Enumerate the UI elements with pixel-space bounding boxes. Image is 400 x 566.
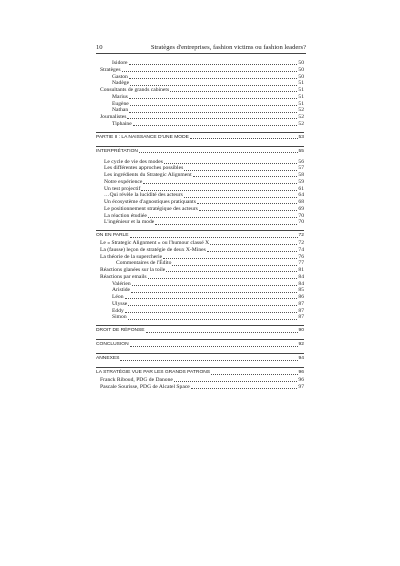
toc-page-number: 52 xyxy=(298,120,304,127)
toc-section-heading xyxy=(96,230,304,240)
toc-entry-title: Nathan xyxy=(112,107,129,114)
toc-entry-title: …Qui révèle la lucidité des acteurs xyxy=(104,192,183,199)
toc-entry-title: Stratèges xyxy=(100,66,121,73)
dot-leader xyxy=(199,210,298,211)
toc-page-number: 85 xyxy=(298,287,304,294)
toc-entry xyxy=(96,240,304,247)
dot-leader xyxy=(127,118,297,119)
toc-entry-title: Pascale Sourisse, PDG de Alcatel Space xyxy=(100,383,190,390)
dot-leader xyxy=(148,217,298,218)
running-title: Stratèges d'entreprises, fashion victims ou fashion leaders? xyxy=(150,44,306,51)
dot-leader xyxy=(170,91,297,92)
dot-leader xyxy=(184,170,297,171)
toc-entry xyxy=(96,121,304,128)
toc-entry xyxy=(96,101,304,108)
dot-leader xyxy=(197,203,298,204)
toc-page-number: 90 xyxy=(298,328,304,333)
dot-leader xyxy=(172,265,297,266)
toc-entry-title: Eugène xyxy=(112,100,129,107)
toc-entry xyxy=(96,377,304,384)
toc-entry xyxy=(96,301,304,308)
toc-page-number: 87 xyxy=(298,300,304,307)
toc-entry-title: La (fausse) leçon de stratégie de deux X-Mines xyxy=(100,246,206,253)
dot-leader xyxy=(184,197,298,198)
dot-leader xyxy=(130,105,298,106)
toc-entry xyxy=(96,107,304,114)
toc-page-number: 96 xyxy=(298,370,304,375)
dot-leader xyxy=(163,258,297,259)
toc-section-heading xyxy=(96,353,304,363)
toc-entry-title: DROIT DE RÉPONSE xyxy=(96,328,145,333)
toc-entry-title: ANNEXES xyxy=(96,356,120,361)
dot-leader xyxy=(139,152,298,153)
toc-entry xyxy=(96,94,304,101)
dot-leader xyxy=(164,163,298,164)
toc-entry xyxy=(96,274,304,281)
toc-entry-title: Un test projectif xyxy=(104,185,141,192)
toc-page-number: 74 xyxy=(298,246,304,253)
toc-entry xyxy=(96,192,304,199)
toc-page-number: 84 xyxy=(298,280,304,287)
toc-page-number: 55 xyxy=(298,148,304,154)
toc-entry xyxy=(96,179,304,186)
toc-entry-title: Gaston xyxy=(112,73,128,80)
toc-entry-title: Franck Riboud, PDG de Danone xyxy=(100,377,173,383)
toc-entry-title: La théorie de la supercherie xyxy=(100,253,163,260)
toc-page-number: 72 xyxy=(298,233,304,238)
toc-entry-title: INTERPRÉTATION xyxy=(96,148,138,154)
toc-page-number: 52 xyxy=(298,107,304,114)
toc-entry-title: Le « Strategic Alignment » ou l'humour classé X xyxy=(100,240,210,246)
toc-entry-title: Valérien xyxy=(112,280,131,287)
toc-entry xyxy=(96,281,304,288)
toc-entry xyxy=(96,165,304,172)
toc-section-heading xyxy=(96,339,304,349)
toc-entry-title: Journalistes xyxy=(100,114,127,120)
toc-entry-title: Commentaires de l'Édito xyxy=(116,260,172,267)
toc-entry-title: La réaction étudiée xyxy=(104,212,147,219)
toc-entry xyxy=(96,287,304,294)
toc-entry-title: Isidore xyxy=(112,60,128,66)
toc-page-number: 96 xyxy=(298,377,304,383)
toc-entry xyxy=(96,67,304,74)
toc-entry xyxy=(96,87,304,94)
dot-leader xyxy=(129,78,298,79)
toc-entry xyxy=(96,186,304,193)
toc-section-heading xyxy=(96,367,304,377)
toc-page-number: 69 xyxy=(298,205,304,212)
table-of-contents xyxy=(96,60,304,391)
toc-entry-title: Le cycle de vie des modes xyxy=(104,158,163,165)
toc-entry-title: Tiphaine xyxy=(112,120,132,127)
dot-leader xyxy=(166,271,297,272)
toc-entry-title: Aristide xyxy=(112,287,131,294)
toc-page-number: 70 xyxy=(298,212,304,219)
toc-entry xyxy=(96,74,304,81)
toc-entry-title: Un écosystème d'agnostiques pratiquants xyxy=(104,199,196,205)
toc-entry-title: Marius xyxy=(112,93,128,100)
toc-entry xyxy=(96,219,304,226)
toc-entry xyxy=(96,80,304,87)
toc-page-number: 70 xyxy=(298,219,304,226)
toc-entry xyxy=(96,267,304,274)
toc-entry xyxy=(96,199,304,206)
toc-page-number: 53 xyxy=(298,134,304,140)
toc-page-number: 68 xyxy=(298,199,304,205)
dot-leader xyxy=(132,285,298,286)
toc-entry xyxy=(96,206,304,213)
toc-entry-title: Ulysse xyxy=(112,300,128,307)
dot-leader xyxy=(143,183,297,184)
dot-leader xyxy=(120,360,297,361)
dot-leader xyxy=(155,224,297,225)
toc-section-heading xyxy=(96,132,304,142)
dot-leader xyxy=(211,374,297,375)
dot-leader xyxy=(129,64,298,65)
dot-leader xyxy=(130,346,298,347)
toc-entry-title: Nadège xyxy=(112,80,130,87)
toc-page-number: 56 xyxy=(298,158,304,165)
toc-entry-title: Notre expérience xyxy=(104,178,143,185)
toc-entry xyxy=(96,314,304,321)
dot-leader xyxy=(191,388,298,389)
toc-page-number: 61 xyxy=(298,185,304,192)
toc-section-heading xyxy=(96,325,304,335)
toc-entry xyxy=(96,247,304,254)
toc-entry xyxy=(96,60,304,67)
dot-leader xyxy=(148,278,298,279)
dot-leader xyxy=(210,244,297,245)
toc-page-number: 76 xyxy=(298,253,304,260)
dot-leader xyxy=(122,71,298,72)
toc-entry xyxy=(96,308,304,315)
toc-entry-title: ON EN PARLE xyxy=(96,233,129,238)
toc-page-number: 57 xyxy=(298,165,304,172)
toc-entry-title: PARTIE II : LA NAISSANCE D'UNE MODE xyxy=(96,134,189,140)
toc-page-number: 59 xyxy=(298,178,304,185)
toc-entry-title: Réactions par emails xyxy=(100,273,147,280)
dot-leader xyxy=(174,381,298,382)
toc-entry xyxy=(96,172,304,179)
toc-page-number: 51 xyxy=(298,100,304,107)
dot-leader xyxy=(141,190,297,191)
toc-entry xyxy=(96,384,304,391)
toc-entry xyxy=(96,213,304,220)
toc-page-number: 51 xyxy=(298,93,304,100)
dot-leader xyxy=(190,138,298,139)
toc-section-heading xyxy=(96,146,304,156)
toc-page-number: 52 xyxy=(298,114,304,120)
toc-page-number: 72 xyxy=(298,240,304,246)
dot-leader xyxy=(130,237,298,238)
toc-page-number: 50 xyxy=(298,73,304,80)
dot-leader xyxy=(129,98,298,99)
toc-entry-title: L'ingénieur et la mode xyxy=(104,219,155,226)
toc-entry xyxy=(96,260,304,267)
toc-page-number: 50 xyxy=(298,66,304,73)
toc-page-number: 86 xyxy=(298,294,304,300)
toc-page-number: 97 xyxy=(298,383,304,390)
toc-page-number: 51 xyxy=(298,80,304,87)
toc-page-number: 94 xyxy=(298,356,304,361)
toc-page-number: 87 xyxy=(298,314,304,321)
dot-leader xyxy=(125,312,298,313)
dot-leader xyxy=(130,85,297,86)
toc-page-number: 84 xyxy=(298,273,304,280)
toc-entry-title: CONCLUSION xyxy=(96,342,129,347)
toc-page-number: 50 xyxy=(298,60,304,66)
toc-entry-title: Consultants de grands cabinets xyxy=(100,87,170,93)
toc-entry-title: Le positionnement stratégique des acteurs xyxy=(104,205,198,212)
toc-entry-title: Réactions glanées sur la toile xyxy=(100,267,166,273)
toc-entry-title: Eddy xyxy=(112,307,124,314)
toc-page-number: 51 xyxy=(298,87,304,93)
toc-entry xyxy=(96,294,304,301)
dot-leader xyxy=(128,305,297,306)
toc-entry-title: Léon xyxy=(112,294,124,300)
dot-leader xyxy=(207,251,298,252)
header-rule xyxy=(96,53,306,54)
toc-page-number: 81 xyxy=(298,267,304,273)
toc-page-number: 77 xyxy=(298,260,304,267)
toc-entry-title: Les ingrédients du Strategic Alignment xyxy=(104,172,192,178)
page-number: 10 xyxy=(96,44,103,51)
dot-leader xyxy=(125,298,298,299)
toc-page-number: 87 xyxy=(298,307,304,314)
toc-entry-title: LA STRATÉGIE VUE PAR LES GRANDS PATRONS xyxy=(96,370,211,375)
running-header xyxy=(96,42,306,54)
dot-leader xyxy=(131,292,297,293)
toc-page-number: 58 xyxy=(298,172,304,178)
toc-entry xyxy=(96,114,304,121)
toc-entry-title: Les différentes approches possibles xyxy=(104,165,184,172)
toc-entry-title: Simon xyxy=(112,314,127,321)
toc-page-number: 92 xyxy=(298,342,304,347)
dot-leader xyxy=(146,332,298,333)
dot-leader xyxy=(128,319,298,320)
dot-leader xyxy=(193,176,298,177)
toc-page-number: 64 xyxy=(298,192,304,199)
dot-leader xyxy=(133,125,298,126)
dot-leader xyxy=(129,112,297,113)
